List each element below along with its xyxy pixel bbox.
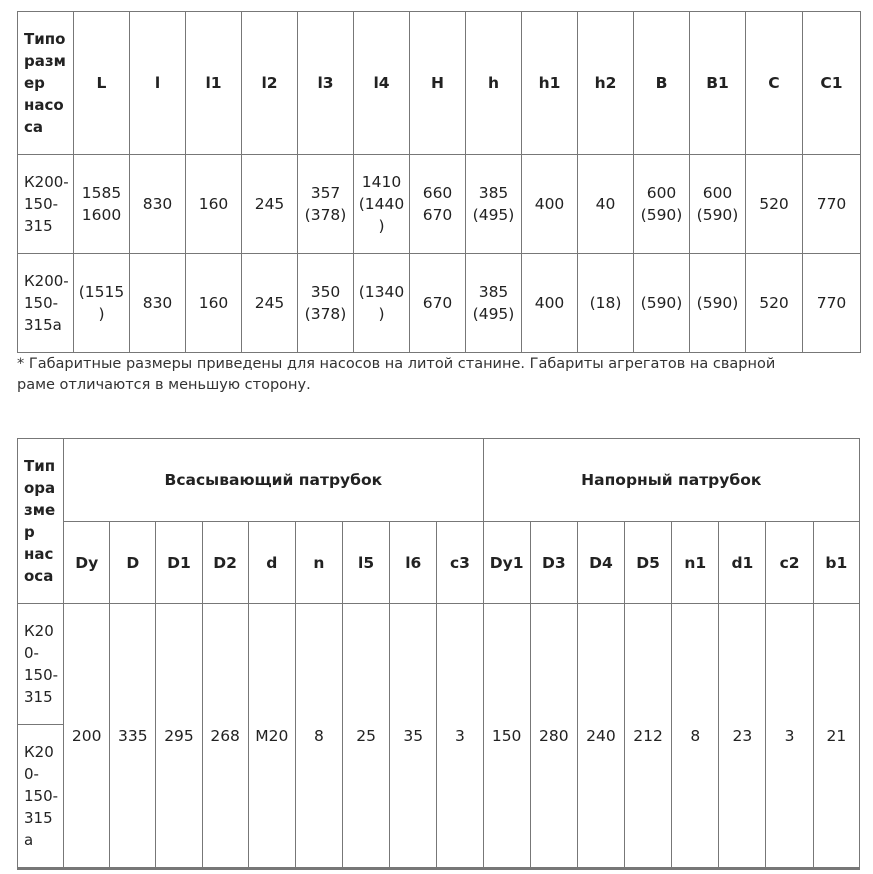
table-row <box>18 604 860 725</box>
cell: 160 <box>186 155 242 254</box>
cell: (1340 ) <box>354 254 410 353</box>
cell: (1515 ) <box>74 254 130 353</box>
table-header-row <box>18 12 861 155</box>
cell: 1585 1600 <box>74 155 130 254</box>
header-n1: n1 <box>672 522 719 604</box>
header-l6: l6 <box>390 522 437 604</box>
dimensions-table <box>17 11 861 353</box>
header-Dy1: Dy1 <box>483 522 530 604</box>
cell: 245 <box>242 155 298 254</box>
cell: 520 <box>746 254 803 353</box>
cell: 600 (590) <box>634 155 690 254</box>
cell: 3 <box>766 604 813 868</box>
cell: 670 <box>410 254 466 353</box>
cell: 150 <box>483 604 530 868</box>
cell: 3 <box>437 604 483 868</box>
cell: 268 <box>202 604 248 868</box>
header-B: B <box>634 12 690 155</box>
header-D: D <box>110 522 156 604</box>
row-name: К200- 150- 315 <box>18 155 74 254</box>
table-row <box>18 254 861 353</box>
header-l3: l3 <box>298 12 354 155</box>
header-H: H <box>410 12 466 155</box>
cell: М20 <box>248 604 295 868</box>
row-name: К200- 150- 315а <box>18 254 74 353</box>
header-b1: b1 <box>813 522 859 604</box>
cell: 830 <box>130 254 186 353</box>
cell: 830 <box>130 155 186 254</box>
cell: 21 <box>813 604 859 868</box>
row-name: К20 0- 150- 315 а <box>18 725 64 868</box>
header-h: h <box>466 12 522 155</box>
cell: 245 <box>242 254 298 353</box>
header-C: C <box>746 12 803 155</box>
header-L: L <box>74 12 130 155</box>
header-h2: h2 <box>578 12 634 155</box>
cell: 660 670 <box>410 155 466 254</box>
cell: 385 (495) <box>466 254 522 353</box>
header-d: d <box>248 522 295 604</box>
header-l1: l1 <box>186 12 242 155</box>
cell: 335 <box>110 604 156 868</box>
nozzles-table <box>17 438 860 868</box>
header-h1: h1 <box>522 12 578 155</box>
table-row <box>18 155 861 254</box>
header-D1: D1 <box>156 522 202 604</box>
cell: 23 <box>719 604 766 868</box>
header-discharge-nozzle: Напорный патрубок <box>483 439 859 522</box>
header-B1: B1 <box>690 12 746 155</box>
cell: 8 <box>672 604 719 868</box>
header-pump-size: Тип ора зме р нас оса <box>18 439 64 604</box>
header-n: n <box>295 522 342 604</box>
cell: 295 <box>156 604 202 868</box>
cell: 240 <box>577 604 624 868</box>
cell: 200 <box>64 604 110 868</box>
cell: 400 <box>522 155 578 254</box>
header-pump-size: Типо разм ер насо са <box>18 12 74 155</box>
header-D4: D4 <box>577 522 624 604</box>
header-l4: l4 <box>354 12 410 155</box>
cell: 25 <box>343 604 390 868</box>
cell: 40 <box>578 155 634 254</box>
cell: 600 (590) <box>690 155 746 254</box>
cell: 520 <box>746 155 803 254</box>
header-suction-nozzle: Всасывающий патрубок <box>64 439 483 522</box>
header-c3: c3 <box>437 522 483 604</box>
group-header-row <box>18 439 860 522</box>
footnote: * Габаритные размеры приведены для насосов на литой станине. Габариты агрегатов на сварной раме отличаются в меньшую сторону. <box>17 356 776 393</box>
cell: 280 <box>530 604 577 868</box>
cell: (590) <box>634 254 690 353</box>
header-l: l <box>130 12 186 155</box>
cell: 770 <box>803 254 861 353</box>
cell: 770 <box>803 155 861 254</box>
cell: 357 (378) <box>298 155 354 254</box>
cell: 350 (378) <box>298 254 354 353</box>
cell: 1410 (1440 ) <box>354 155 410 254</box>
cell: (18) <box>578 254 634 353</box>
header-Dy: Dy <box>64 522 110 604</box>
row-name: К20 0- 150- 315 <box>18 604 64 725</box>
cell: 385 (495) <box>466 155 522 254</box>
header-l2: l2 <box>242 12 298 155</box>
header-D2: D2 <box>202 522 248 604</box>
cell: 160 <box>186 254 242 353</box>
header-l5: l5 <box>343 522 390 604</box>
header-d1: d1 <box>719 522 766 604</box>
cell: 35 <box>390 604 437 868</box>
header-D3: D3 <box>530 522 577 604</box>
cell: 212 <box>625 604 672 868</box>
table-header-row <box>18 522 860 604</box>
header-c2: c2 <box>766 522 813 604</box>
header-C1: C1 <box>803 12 861 155</box>
divider <box>17 868 860 870</box>
cell: 400 <box>522 254 578 353</box>
header-D5: D5 <box>625 522 672 604</box>
cell: 8 <box>295 604 342 868</box>
cell: (590) <box>690 254 746 353</box>
